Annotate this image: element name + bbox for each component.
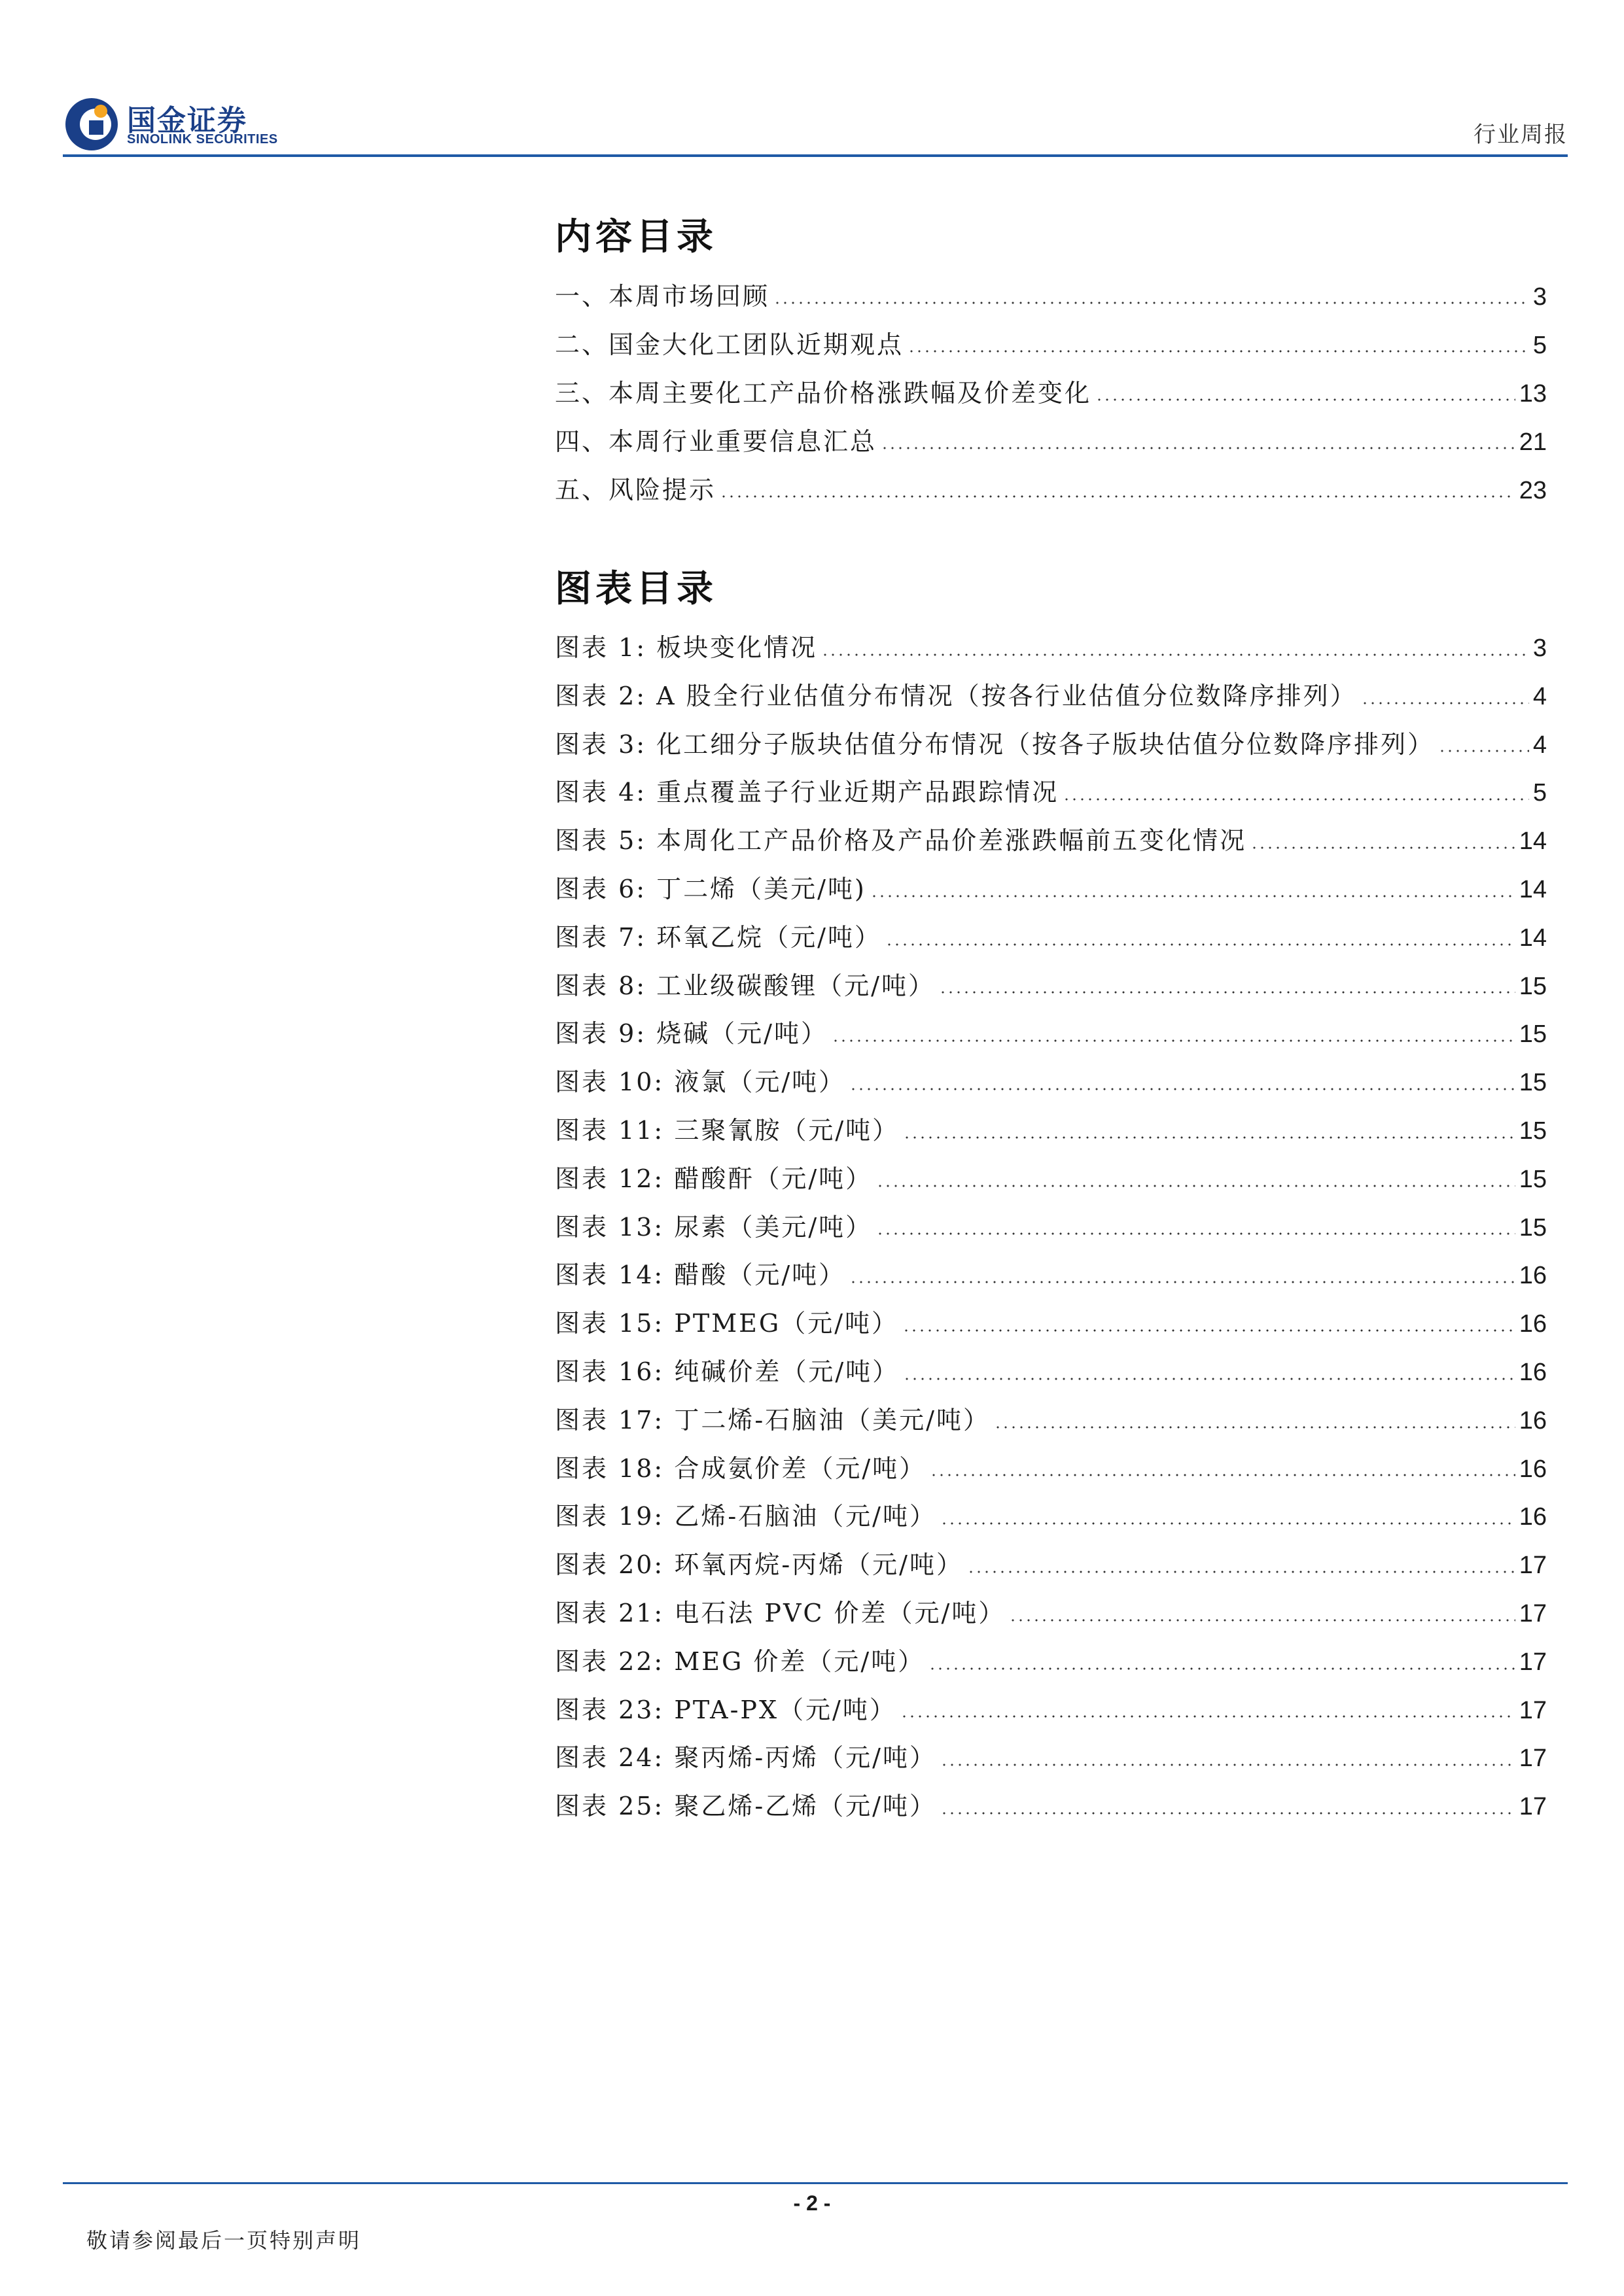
toc-leader-dots [821,653,1529,656]
toc-leader-dots [773,302,1529,304]
toc-entry-page: 16 [1519,1455,1547,1483]
toc-entry-label: 图表 19: 乙烯-石脑油（元/吨） [555,1502,936,1531]
disclaimer: 敬请参阅最后一页特别声明 [86,2228,362,2253]
toc-entry-page: 16 [1519,1503,1547,1531]
toc-entry-page: 16 [1519,1406,1547,1435]
toc-leader-dots [940,1812,1515,1815]
toc-leader-dots [1095,398,1515,401]
contents-title: 内容目录 [555,215,717,258]
toc-leader-dots [881,447,1515,449]
toc-entry-page: 3 [1532,635,1547,662]
toc-entry[interactable] [555,865,1547,914]
toc-entry-label: 图表 4: 重点覆盖子行业近期产品跟踪情况 [555,778,1059,807]
toc-leader-dots [928,1667,1515,1670]
toc-entry[interactable] [555,1493,1547,1541]
footer-divider [63,2182,1568,2184]
toc-entry[interactable] [555,1445,1547,1493]
toc-leader-dots [902,1329,1515,1332]
toc-entry-page: 17 [1519,1599,1547,1627]
toc-entry-page: 15 [1519,1117,1547,1145]
toc-entry-page: 4 [1532,731,1547,759]
toc-entry-label: 图表 18: 合成氨价差（元/吨） [555,1453,927,1483]
toc-entry-label: 五、风险提示 [555,476,716,504]
toc-entry-label: 图表 25: 聚乙烯-乙烯（元/吨） [555,1792,936,1821]
toc-entry-page: 17 [1519,1648,1547,1676]
toc-entry[interactable] [555,466,1547,514]
toc-entry-label: 三、本周主要化工产品价格涨跌幅及价差变化 [555,379,1092,408]
toc-entry-label: 图表 22: MEG 价差（元/吨） [555,1646,925,1676]
toc-entry-label: 四、本周行业重要信息汇总 [555,427,877,456]
toc-entry[interactable] [555,769,1547,817]
toc-entry-page: 14 [1519,924,1547,952]
toc-leader-dots [940,1764,1515,1766]
toc-entry-page: 23 [1519,477,1547,504]
page-number: - 2 - [793,2191,831,2215]
toc-entry-page: 17 [1519,1745,1547,1773]
toc-leader-dots [903,1136,1515,1139]
report-type: 行业周报 [1474,122,1568,148]
toc-leader-dots [832,1039,1515,1042]
toc-entry[interactable] [555,1783,1547,1831]
toc-leader-dots [939,991,1515,994]
page-header [63,92,1568,157]
toc-entry-page: 5 [1532,332,1547,359]
toc-entry-label: 图表 10: 液氯（元/吨） [555,1068,846,1097]
toc-entry-label: 图表 24: 聚丙烯-丙烯（元/吨） [555,1743,936,1773]
toc-entry-page: 15 [1519,1020,1547,1049]
toc-leader-dots [908,350,1529,353]
toc-entry-page: 16 [1519,1358,1547,1386]
toc-entry-label: 图表 12: 醋酸酐（元/吨） [555,1164,873,1193]
toc-entry[interactable] [555,369,1547,417]
toc-entry[interactable] [555,1204,1547,1252]
toc-leader-dots [849,1088,1515,1090]
toc-entry-label: 二、国金大化工团队近期观点 [555,330,904,359]
toc-entry[interactable] [555,272,1547,321]
toc-entry[interactable] [555,321,1547,369]
toc-entry-label: 图表 15: PTMEG（元/吨） [555,1309,899,1338]
toc-leader-dots [900,1715,1515,1718]
toc-entry[interactable] [555,817,1547,865]
toc-entry-label: 图表 23: PTA-PX（元/吨） [555,1695,896,1724]
toc-entry[interactable] [555,914,1547,962]
toc-entry[interactable] [555,1010,1547,1058]
toc-leader-dots [1009,1619,1515,1622]
toc-entry-page: 14 [1519,875,1547,903]
contents-list [555,272,1547,514]
toc-leader-dots [1438,750,1529,752]
toc-leader-dots [870,895,1515,897]
toc-entry-page: 16 [1519,1262,1547,1290]
toc-entry[interactable] [555,1397,1547,1445]
toc-entry[interactable] [555,624,1547,672]
toc-entry-page: 15 [1519,972,1547,1000]
toc-entry-page: 4 [1532,682,1547,710]
toc-leader-dots [720,495,1515,498]
toc-entry[interactable] [555,1734,1547,1783]
toc-entry-label: 图表 7: 环氧乙烷（元/吨） [555,922,881,952]
toc-leader-dots [1361,702,1529,704]
toc-entry-label: 图表 3: 化工细分子版块估值分布情况（按各子版块估值分位数降序排列） [555,729,1435,759]
toc-entry[interactable] [555,962,1547,1011]
toc-entry-page: 15 [1519,1213,1547,1242]
toc-entry-label: 图表 11: 三聚氰胺（元/吨） [555,1115,900,1145]
toc-entry-label: 图表 2: A 股全行业估值分布情况（按各行业估值分位数降序排列） [555,681,1357,710]
toc-entry-page: 15 [1519,1165,1547,1193]
figures-title: 图表目录 [555,567,717,610]
toc-leader-dots [885,943,1515,946]
toc-leader-dots [849,1281,1515,1283]
toc-entry[interactable] [555,1300,1547,1348]
toc-entry[interactable] [555,721,1547,769]
toc-leader-dots [903,1378,1515,1380]
toc-entry[interactable] [555,1541,1547,1590]
toc-entry[interactable] [555,1590,1547,1638]
toc-leader-dots [940,1522,1515,1525]
toc-leader-dots [876,1232,1515,1235]
toc-entry-page: 14 [1519,827,1547,856]
company-name-cn: 国金证券 [127,104,247,137]
toc-entry-label: 图表 14: 醋酸（元/吨） [555,1261,846,1290]
toc-entry-label: 图表 20: 环氧丙烷-丙烯（元/吨） [555,1550,963,1580]
toc-leader-dots [994,1426,1515,1429]
toc-entry-label: 图表 17: 丁二烯-石脑油（美元/吨） [555,1405,990,1435]
toc-entry[interactable] [555,1058,1547,1107]
toc-leader-dots [967,1571,1515,1573]
toc-leader-dots [876,1185,1515,1187]
toc-entry-label: 图表 1: 板块变化情况 [555,633,818,662]
toc-entry-page: 21 [1519,428,1547,456]
toc-entry-page: 17 [1519,1552,1547,1580]
toc-entry-label: 图表 21: 电石法 PVC 价差（元/吨） [555,1598,1006,1627]
toc-entry-label: 图表 13: 尿素（美元/吨） [555,1212,873,1242]
toc-entry[interactable] [555,417,1547,466]
toc-leader-dots [1063,798,1529,801]
toc-entry[interactable] [555,672,1547,721]
toc-leader-dots [930,1474,1515,1476]
toc-entry-page: 16 [1519,1310,1547,1338]
toc-entry[interactable] [555,1251,1547,1300]
toc-entry-label: 图表 16: 纯碱价差（元/吨） [555,1357,900,1386]
toc-entry[interactable] [555,1638,1547,1686]
toc-entry[interactable] [555,1686,1547,1735]
toc-entry[interactable] [555,1155,1547,1204]
toc-entry-label: 图表 6: 丁二烯（美元/吨) [555,874,866,903]
company-logo [63,96,390,154]
toc-leader-dots [1250,846,1515,849]
header-divider [63,154,1568,157]
toc-entry[interactable] [555,1107,1547,1155]
sinolink-logo-icon [63,96,120,153]
toc-entry-page: 3 [1532,283,1547,311]
toc-entry-page: 15 [1519,1069,1547,1097]
figures-list [555,624,1547,1831]
company-name-en: SINOLINK SECURITIES [127,132,278,147]
toc-entry-label: 图表 9: 烧碱（元/吨） [555,1019,828,1049]
toc-entry[interactable] [555,1348,1547,1397]
toc-entry-page: 17 [1519,1793,1547,1821]
toc-entry-label: 一、本周市场回顾 [555,282,770,311]
toc-entry-page: 5 [1532,779,1547,807]
toc-entry-label: 图表 5: 本周化工产品价格及产品价差涨跌幅前五变化情况 [555,826,1247,856]
toc-entry-label: 图表 8: 工业级碳酸锂（元/吨） [555,971,935,1000]
toc-entry-page: 17 [1519,1696,1547,1724]
toc-entry-page: 13 [1519,380,1547,408]
